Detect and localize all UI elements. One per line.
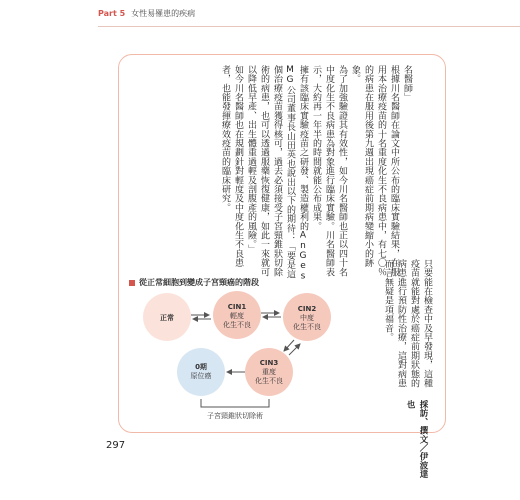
- arrow-cin2-cin3: [284, 340, 294, 351]
- credit-line: 採訪、撰文／伊波達也: [405, 400, 428, 479]
- article-paragraph: 名醫師」: [402, 65, 412, 102]
- cin3-sub1: 重度: [262, 368, 276, 376]
- part-label: Part 5: [98, 9, 126, 18]
- stage0-sub: 原位癌: [190, 372, 212, 380]
- chapter-title: 女性易罹患的疾病: [131, 9, 196, 18]
- stage-diagram: [129, 277, 349, 427]
- article-paragraph: 擁有該臨床實驗疫苗之研發、製造權利的AnGes MG公司董事長山田英也說出以下的期待：「要是這個治療疫苗獲得核可，過去必須接受子宮頸錐狀切除術的病患，也可以透過服藥恢復健康，如此一來就可以降低早產、出生體重過輕及剖腹產的風險。」: [246, 65, 308, 282]
- cin1-sub2: 化生不良: [223, 321, 251, 329]
- cin1-sub1: 輕度: [230, 312, 244, 320]
- cin3-sub2: 化生不良: [255, 377, 283, 385]
- cin1-title: CIN1: [227, 303, 247, 311]
- procedure-label: 子宮頸錐狀切除術: [207, 412, 263, 420]
- page-number: 297: [106, 440, 126, 451]
- stage0-title: 0期: [195, 363, 207, 371]
- normal-stage-label: 正常: [160, 314, 174, 322]
- diagram-title-text: 從正常細胞到變成子宮頸癌的階段: [139, 278, 259, 287]
- cin2-sub2: 化生不良: [293, 323, 321, 331]
- header-divider: [98, 26, 520, 27]
- article-body: [218, 65, 413, 284]
- article-paragraph: 為了加強驗證其有效性，如今川名醫師也正以四十名中度化生不良病患為對象進行臨床實驗。川名醫師表示，大約再一年半的時間就能公布成果。: [311, 65, 347, 277]
- cin2-sub1: 中度: [300, 314, 314, 322]
- arrow-cin3-cin2: [289, 344, 300, 355]
- page-header: [98, 4, 520, 24]
- article-paragraph: 如今川名醫師也在規劃針對輕度及中度化生不良患者，也能發揮療效疫苗的臨床研究。: [220, 65, 243, 268]
- side-paragraph-text: 只要能在檢查中及早發現，這種疫苗就能對處於癌症前期狀態的病患進行預防性治療，這對病患而言無疑是項福音。: [383, 259, 432, 388]
- article-paragraph: 根據川名醫師在論文中所公布的臨床實驗結果，在服用本治療疫苗的十名重度化生不良病患中，有七〇％的病患在服用後第九週出現癌症前期病變縮小的跡象。: [350, 65, 399, 277]
- article-panel: [118, 54, 446, 479]
- stage-diagram-svg: [129, 277, 349, 427]
- cin2-title: CIN2: [297, 305, 317, 313]
- side-paragraph: [381, 259, 433, 395]
- procedure-bracket: [201, 399, 269, 407]
- cin3-title: CIN3: [259, 359, 279, 367]
